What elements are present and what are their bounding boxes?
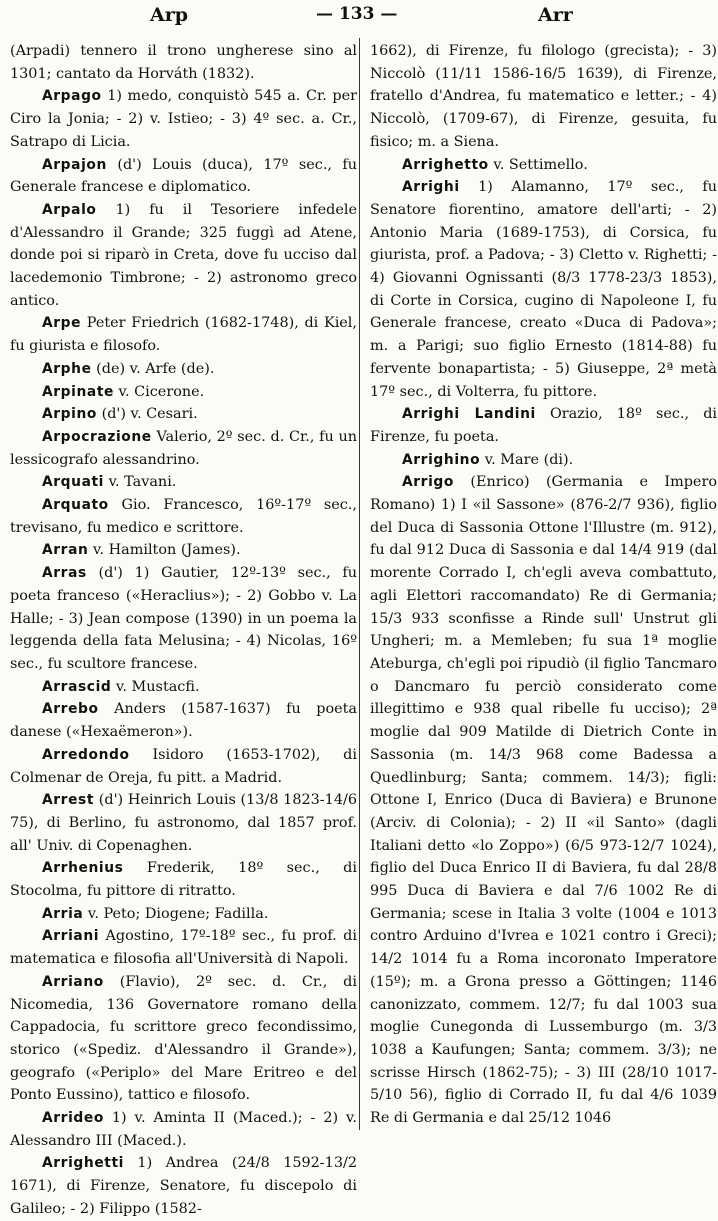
entry-headword: Arpalo: [42, 201, 97, 218]
entry-headword: Arpinate: [42, 383, 114, 400]
dictionary-entry: [10, 971, 357, 1107]
entry-text: Peter Friedrich (1682-1748), di Kiel, fu giurista e filosofo.: [10, 315, 357, 355]
entry-headword: Arrebo: [42, 701, 99, 718]
dictionary-entry: [10, 1107, 357, 1152]
entry-text: v. Settimello.: [488, 156, 588, 173]
entry-headword: Arria: [42, 905, 84, 922]
entry-text: v. Mustacfi.: [111, 678, 200, 695]
dictionary-entry: [10, 312, 357, 357]
dictionary-entry: [10, 403, 357, 426]
dictionary-entry: [10, 471, 357, 494]
column-divider: [359, 38, 360, 1130]
entry-text: (d') Heinrich Louis (13/8 1823-14/6 75), di Berlino, fu astronomo, dal 1857 prof. all' Univ. di Copenaghen.: [10, 792, 357, 854]
dictionary-entry: [10, 857, 357, 902]
dictionary-entry: [370, 471, 717, 1129]
entry-headword: Arrest: [42, 792, 95, 809]
entry-headword: Arrhenius: [42, 860, 124, 877]
dictionary-entry: [10, 199, 357, 313]
left-column: [10, 40, 357, 1221]
entry-text: 1) medo, conquistò 545 a. Cr. per Ciro la Jonia; - 2) v. Istieo; - 3) 4º sec. a. Cr., Satrapo di Licia.: [10, 88, 357, 150]
entry-headword: Arras: [42, 565, 87, 582]
entry-headword: Arredondo: [42, 746, 130, 763]
dictionary-entry: [10, 381, 357, 404]
dictionary-entry: [10, 154, 357, 199]
entry-text: 1662), di Firenze, fu filologo (grecista); - 3) Niccolò (11/11 1586-16/5 1639), di Firenze, fratello d'Andrea, fu matematico e letter.; - 4) Niccolò, (1709-67), di Firenze, gesuita, fu fisico; m. a Siena.: [370, 43, 717, 150]
entry-text: v. Peto; Diogene; Fadilla.: [83, 905, 269, 922]
entry-text: (d') v. Cesari.: [97, 406, 198, 423]
entry-text: 1) fu il Tesoriere infedele d'Alessandro il Grande; 325 fuggì ad Atene, donde poi si riparò in Creta, dove fu ucciso dal lacedemonio Timbrone; - 2) astronomo greco antico.: [10, 201, 357, 309]
entry-text: v. Tavani.: [104, 474, 177, 491]
dictionary-entry: [10, 903, 357, 926]
entry-headword: Arrighetti: [42, 1155, 124, 1172]
dictionary-entry: [10, 1152, 357, 1220]
dictionary-entry: [10, 358, 357, 381]
entry-headword: Arrighi: [402, 179, 460, 196]
left-guide-word: Arp: [150, 4, 189, 26]
entry-headword: Arrigo: [402, 474, 454, 491]
dictionary-entry: [10, 426, 357, 471]
entry-text: Valerio, 2º sec. d. Cr., fu un lessicografo alessandrino.: [10, 428, 357, 468]
entry-headword: Arrideo: [42, 1110, 104, 1127]
right-column: [370, 40, 717, 1130]
dictionary-entry: [10, 676, 357, 699]
entry-text: (Flavio), 2º sec. d. Cr., di Nicomedia, 136 Governatore romano della Cappadocia, fu scrittore greco fecondissimo, storico («Spediz. d'Alessandro il Grande»), geografo («Periplo» del Mare Eritreo e del Ponto Eussino), tattico e filosofo.: [10, 973, 357, 1104]
page-header: [0, 0, 718, 34]
dictionary-entry: [370, 176, 717, 403]
dictionary-entry: [10, 789, 357, 857]
entry-text: (Arpadi) tennero il trono ungherese sino al 1301; cantato da Horváth (1832).: [10, 43, 357, 82]
entry-headword: Arquati: [42, 474, 105, 491]
entry-text: Isidoro (1653-1702), di Colmenar de Oreja, fu pitt. a Madrid.: [10, 746, 357, 786]
entry-headword: Arrighino: [402, 451, 481, 468]
dictionary-entry: [10, 698, 357, 743]
entry-headword: Arrighi Landini: [402, 406, 536, 423]
entry-headword: Arpago: [42, 88, 102, 105]
entry-headword: Arpajon: [42, 156, 107, 173]
entry-headword: Arpe: [42, 315, 82, 332]
dictionary-entry: [10, 539, 357, 562]
page-number: — 133 —: [316, 4, 398, 24]
dictionary-entry: [10, 494, 357, 539]
entry-text: Gio. Francesco, 16º-17º sec., trevisano, fu medico e scrittore.: [10, 497, 357, 536]
dictionary-entry: [10, 562, 357, 676]
entry-headword: Arpocrazione: [42, 428, 152, 445]
dictionary-entry: [370, 449, 717, 472]
dictionary-entry: [10, 85, 357, 153]
entry-text: (de) v. Arfe (de).: [91, 360, 215, 377]
dictionary-entry: [370, 403, 717, 448]
right-guide-word: Arr: [538, 4, 573, 26]
entry-text: Anders (1587-1637) fu poeta danese («Hexaëmeron»).: [10, 701, 357, 741]
dictionary-entry: [10, 744, 357, 789]
entry-text: Orazio, 18º sec., di Firenze, fu poeta.: [370, 406, 718, 445]
entry-text: v. Mare (di).: [480, 451, 574, 468]
entry-text: 1) Andrea (24/8 1592-13/2 1671), di Firenze, Senatore, fu discepolo di Galileo; - 2) Filippo (1582-: [10, 1155, 357, 1217]
entry-headword: Arriano: [42, 973, 104, 990]
entry-text: Frederik, 18º sec., di Stocolma, fu pittore di ritratto.: [10, 860, 357, 900]
entry-text: Agostino, 17º-18º sec., fu prof. di matematica e filosofia all'Università di Napoli.: [10, 928, 357, 968]
dictionary-entry: [10, 925, 357, 970]
dictionary-entry: [10, 40, 357, 85]
entry-headword: Arran: [42, 542, 89, 559]
entry-headword: Arriani: [42, 928, 100, 945]
entry-text: 1) Alamanno, 17º sec., fu Senatore fiorentino, amatore dell'arti; - 2) Antonio Maria (1689-1753), di Corsica, fu giurista, prof. a Padova; - 3) Cletto v. Righetti; - 4) Giovanni Ognissanti (8/3 1778-23/3 1853), di Corte in Corsica, cugino di Napoleone I, fu Generale francese, creato «Duca di Padova»; m. a Parigi; suo figlio Ernesto (1814-88) fu fervente bonapartista; - 5) Giuseppe, 2ª metà 17º sec., di Volterra, fu pittore.: [370, 179, 717, 400]
entry-headword: Arphe: [42, 360, 92, 377]
entry-text: v. Cicerone.: [113, 383, 205, 400]
entry-text: (d') Louis (duca), 17º sec., fu Generale francese e diplomatico.: [10, 156, 357, 196]
entry-headword: Arrighetto: [402, 156, 489, 173]
dictionary-entry: [370, 40, 717, 154]
entry-headword: Arquato: [42, 497, 109, 514]
entry-text: (Enrico) (Germania e Impero Romano) 1) I «il Sassone» (876-2/7 936), figlio del Duca di Sassonia Ottone l'Illustre (m. 912), fu dal 912 Duca di Sassonia e dal 14/4 919 (dal morente Corrado I, ch'egli aveva combattuto, agli Elettori raccomandato) Re di Germania; 15/3 933 sconfisse a Rinde sull' Unstrut gli Ungheri; m. a Memleben; fu sua 1ª moglie Ateburga, ch'egli poi ripudiò (il figlio Tancmaro o Dancmaro fu perciò considerato come illegittimo e 938 qual ribelle fu ucciso); 2ª moglie dal 909 Matilde di Dietrich Conte in Sassonia (m. 14/3 968 come Badessa a Quedlinburg; Santa; commem. 14/3); figli: Ottone I, Enrico (Duca di Baviera) e Brunone (Arciv. di Colonia); - 2) II «il Santo» (dagli Italiani detto «lo Zoppo») (6/5 973-12/7 1024), figlio del Duca Enrico II di Baviera, fu dal 28/8 995 Duca di Baviera e dal 7/6 1002 Re di Germania; scese in Italia 3 volte (1004 e 1013 contro Arduino d'Ivrea e 1021 contro i Greci); 14/2 1014 fu a Roma incoronato Imperatore (15º); m. a Grona presso a Göttingen; 1146 canonizzato, commem. 12/7; fu dal 1003 sua moglie Cunegonda di Lussemburgo (m. 3/3 1038 a Kaufungen; Santa; commem. 3/3); ne scrisse Hirsch (1862-75); - 3) III (28/10 1017-5/10 56), figlio di Corrado II, fu dal 4/6 1039 Re di Germania e dal 25/12 1046: [370, 474, 717, 1127]
dictionary-entry: [370, 154, 717, 177]
entry-headword: Arpino: [42, 406, 97, 423]
entry-text: v. Hamilton (James).: [88, 542, 241, 559]
entry-text: (d') 1) Gautier, 12º-13º sec., fu poeta franceso («Heraclius»); - 2) Gobbo v. La Halle; - 3) Jean compose (1390) in un poema la leggenda della fata Melusina; - 4) Nicolas, 16º sec., fu scultore francese.: [10, 565, 357, 672]
entry-text: 1) v. Aminta II (Maced.); - 2) v. Alessandro III (Maced.).: [10, 1110, 357, 1149]
entry-headword: Arrascid: [42, 678, 112, 695]
